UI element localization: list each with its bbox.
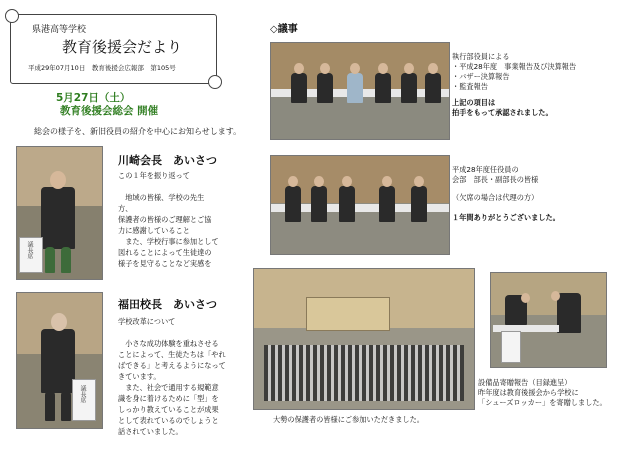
agenda-item1-note: 上記の項目は 拍手をもって承認されました。 — [452, 98, 553, 117]
meeting-title: 教育後援会総会 開催 — [60, 105, 159, 117]
meeting-date: 5月27日（土） — [56, 92, 131, 104]
principal-placard-text: 議長席 — [79, 385, 86, 403]
hall-caption: 大勢の保護者の皆様にご参加いただきました。 — [273, 415, 424, 424]
agenda-item2-thanks: １年間ありがとうございました。 — [452, 213, 560, 222]
donation-photo — [490, 272, 607, 368]
agenda-heading: ◇議事 — [270, 24, 298, 35]
intro-text: 総会の様子を、新旧役員の紹介を中心にお知らせします。 — [34, 127, 242, 136]
department-leaders-photo — [270, 155, 450, 255]
chairman-photo — [16, 146, 103, 280]
agenda-item2: 平成28年度任役員の 会部 部長・副部長の皆様 — [452, 165, 539, 184]
donation-caption: 設備品寄贈報告（目録進呈） 昨年度は教育後援会から学校に 「シューズロッカー」を寄贈しました。 — [478, 378, 607, 407]
agenda-item2-note: （欠席の場合は代理の方） — [452, 193, 539, 202]
chairman-placard-text: 議長席 — [26, 241, 33, 259]
principal-photo — [16, 292, 103, 429]
section1-title: 川崎会長 あいさつ — [118, 154, 217, 167]
executive-board-photo — [270, 42, 450, 140]
section1-text: この１年を振り返って 地域の皆様、学校の先生 方、 保護者の皆様のご理解とご協 力に感謝していること また、学校行事に参加として 図れることによって生徒達の 様子を見守ることなど実感を — [118, 171, 219, 268]
section2-text: 学校改革について 小さな成功体験を重ねさせる ことによって、生徒たちは「やれ ばできる」と考えるようになって きています。 また、社会で通用する規範意 識を身に着けるために「型」を しっかり教えていることが成果 として表れているのでしょうと 話されていました。 — [118, 317, 226, 436]
assembly-hall-photo — [253, 268, 475, 410]
publication-info: 平成29年07月10日 教育後援会広報部 第105号 — [28, 64, 176, 72]
newsletter-title: 教育後援会だより — [62, 38, 183, 56]
school-name: 県港高等学校 — [32, 25, 87, 35]
section2-title: 福田校長 あいさつ — [118, 298, 217, 311]
agenda-item1: 執行部役員による ・平成28年度 事業報告及び決算報告 ・バザー決算報告 ・監査報告 — [452, 52, 577, 91]
